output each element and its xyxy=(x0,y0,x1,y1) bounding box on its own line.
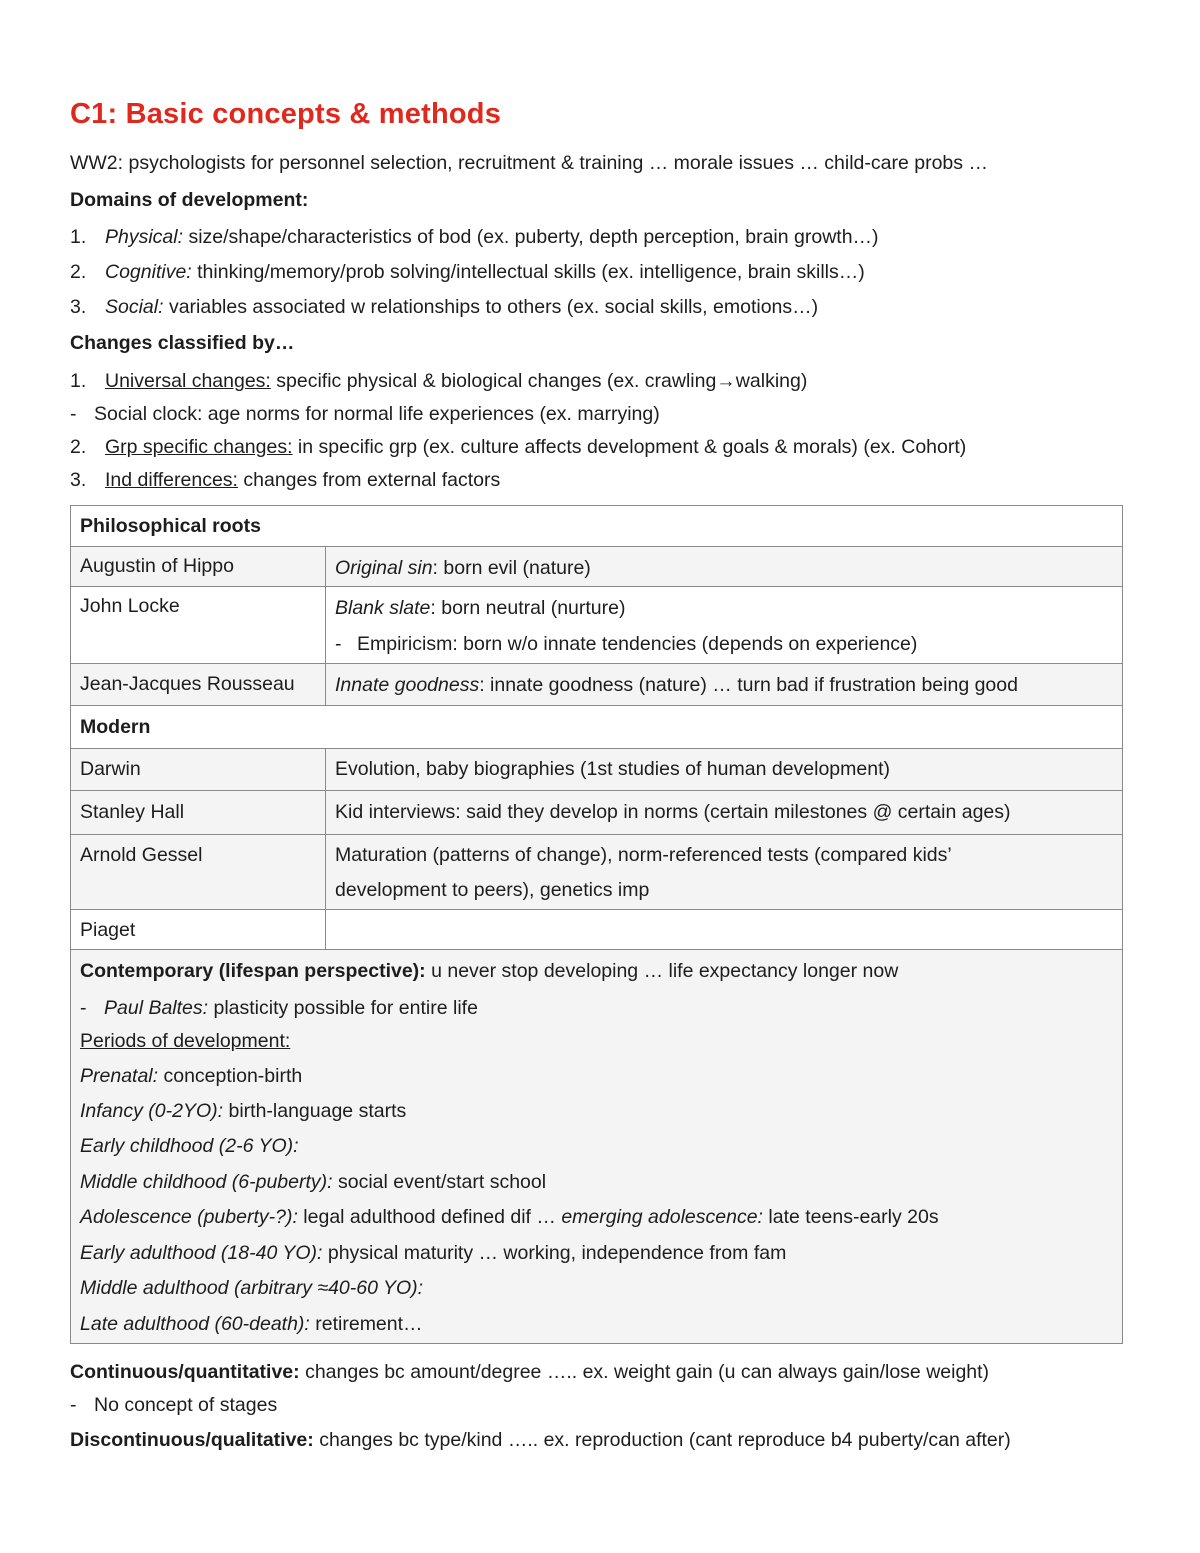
name-hall: Stanley Hall xyxy=(80,801,185,823)
period-term: Adolescence (puberty-?): xyxy=(80,1206,298,1228)
period-adolescence xyxy=(80,1205,939,1229)
period-term: Middle adulthood (arbitrary ≈40-60 YO): xyxy=(80,1277,424,1299)
desc-locke-sub xyxy=(335,632,917,656)
continuous-text: changes bc amount/degree ….. ex. weight gain (u can always gain/lose weight) xyxy=(299,1361,990,1383)
desc-hall: Kid interviews: said they develop in norms (certain milestones @ certain ages) xyxy=(335,801,1011,823)
table-name-cell xyxy=(70,834,326,910)
table-desc-cell xyxy=(325,909,1123,950)
changes-term: Ind differences: xyxy=(105,469,238,491)
list-number: 3. xyxy=(70,469,87,491)
table-desc-cell xyxy=(325,586,1123,664)
baltes-text: plasticity possible for entire life xyxy=(208,997,478,1019)
name-darwin: Darwin xyxy=(80,758,141,780)
name-rousseau: Jean-Jacques Rousseau xyxy=(80,673,295,695)
domain-item-social xyxy=(70,295,818,319)
table-desc-cell xyxy=(325,546,1123,587)
desc-rousseau xyxy=(335,673,1018,697)
table-desc-cell xyxy=(325,663,1123,706)
desc-term: Innate goodness xyxy=(335,674,480,696)
period-early-adulthood xyxy=(80,1241,786,1265)
changes-text: in specific grp (ex. culture affects development & goals & morals) (ex. Cohort) xyxy=(292,436,967,458)
period-text-secondary: late teens-early 20s xyxy=(762,1206,939,1228)
period-text: physical maturity … working, independence from fam xyxy=(322,1242,787,1264)
list-number: 2. xyxy=(70,261,87,283)
domains-heading: Domains of development: xyxy=(70,189,309,211)
table-name-cell xyxy=(70,546,326,587)
table-desc-cell xyxy=(325,790,1123,835)
continuous-subtext: No concept of stages xyxy=(94,1394,278,1416)
table-section-header xyxy=(70,705,1123,749)
periods-heading: Periods of development: xyxy=(80,1030,291,1052)
period-text: retirement… xyxy=(309,1313,423,1335)
domain-text: size/shape/characteristics of bod (ex. puberty, depth perception, brain growth…) xyxy=(183,226,879,248)
table-desc-cell xyxy=(325,748,1123,791)
desc-gessel-line2: development to peers), genetics imp xyxy=(335,879,650,901)
desc-text: : innate goodness (nature) … turn bad if frustration being good xyxy=(479,674,1018,696)
desc-text: : born evil (nature) xyxy=(432,557,591,579)
desc-term: Blank slate xyxy=(335,597,431,619)
domain-term: Cognitive: xyxy=(105,261,192,283)
table-name-cell xyxy=(70,909,326,950)
domain-term: Social: xyxy=(105,296,164,318)
page-title: C1: Basic concepts & methods xyxy=(70,98,502,130)
changes-heading: Changes classified by… xyxy=(70,332,295,354)
period-term: Middle childhood (6-puberty): xyxy=(80,1171,333,1193)
domain-item-physical xyxy=(70,225,879,249)
period-term: Late adulthood (60-death): xyxy=(80,1313,310,1335)
table-name-cell xyxy=(70,586,326,664)
domain-item-cognitive xyxy=(70,260,865,284)
baltes-line xyxy=(80,996,478,1020)
period-text: legal adulthood defined dif … xyxy=(297,1206,562,1228)
period-text: social event/start school xyxy=(332,1171,547,1193)
discontinuous-line xyxy=(70,1428,1011,1452)
list-number: 3. xyxy=(70,296,87,318)
period-term: Early childhood (2-6 YO): xyxy=(80,1135,299,1157)
list-number: 1. xyxy=(70,226,87,248)
bullet-dash: - xyxy=(80,997,87,1019)
contemporary-block xyxy=(70,949,1123,1344)
table-section-header xyxy=(70,505,1123,547)
changes-item-individual xyxy=(70,468,500,492)
desc-augustin xyxy=(335,556,591,580)
contemporary-text: u never stop developing … life expectancy longer now xyxy=(425,960,899,982)
period-infancy xyxy=(80,1099,406,1123)
period-term: Early adulthood (18-40 YO): xyxy=(80,1242,323,1264)
domain-text: thinking/memory/prob solving/intellectual skills (ex. intelligence, brain skills…) xyxy=(191,261,865,283)
period-middle-childhood xyxy=(80,1170,546,1194)
desc-text: : born neutral (nurture) xyxy=(430,597,626,619)
changes-subtext: Social clock: age norms for normal life experiences (ex. marrying) xyxy=(94,403,660,425)
list-number: 2. xyxy=(70,436,87,458)
period-term: Infancy (0-2YO): xyxy=(80,1100,224,1122)
changes-term: Universal changes: xyxy=(105,370,271,392)
discontinuous-term: Discontinuous/qualitative: xyxy=(70,1429,314,1451)
table-name-cell xyxy=(70,748,326,791)
contemporary-heading: Contemporary (lifespan perspective): xyxy=(80,960,426,982)
name-augustin: Augustin of Hippo xyxy=(80,555,234,577)
period-middle-adulthood xyxy=(80,1276,423,1300)
baltes-term: Paul Baltes: xyxy=(104,997,209,1019)
bullet-dash: - xyxy=(335,633,342,655)
continuous-term: Continuous/quantitative: xyxy=(70,1361,300,1383)
period-early-childhood xyxy=(80,1134,299,1158)
intro-line: WW2: psychologists for personnel selection, recruitment & training … morale issues … child-care probs … xyxy=(70,152,988,174)
table-name-cell xyxy=(70,663,326,706)
period-term: Prenatal: xyxy=(80,1065,159,1087)
changes-item-universal xyxy=(70,369,807,393)
changes-subitem-social-clock xyxy=(70,402,660,426)
changes-term: Grp specific changes: xyxy=(105,436,293,458)
bullet-dash: - xyxy=(70,1394,77,1416)
domain-text: variables associated w relationships to others (ex. social skills, emotions…) xyxy=(163,296,819,318)
period-late-adulthood xyxy=(80,1312,423,1336)
period-text: birth-language starts xyxy=(223,1100,407,1122)
desc-locke xyxy=(335,596,626,620)
modern-heading: Modern xyxy=(80,716,151,738)
continuous-subitem xyxy=(70,1393,277,1417)
changes-item-group xyxy=(70,435,966,459)
period-prenatal xyxy=(80,1064,302,1088)
period-term-secondary: emerging adolescence: xyxy=(561,1206,763,1228)
domain-term: Physical: xyxy=(105,226,184,248)
name-piaget: Piaget xyxy=(80,919,136,941)
name-gessel: Arnold Gessel xyxy=(80,844,203,866)
bullet-dash: - xyxy=(70,403,77,425)
table-desc-cell xyxy=(325,834,1123,910)
name-locke: John Locke xyxy=(80,595,180,617)
contemporary-heading-line xyxy=(80,959,898,983)
desc-subtext: Empiricism: born w/o innate tendencies (depends on experience) xyxy=(357,633,918,655)
discontinuous-text: changes bc type/kind ….. ex. reproduction (cant reproduce b4 puberty/can after) xyxy=(313,1429,1011,1451)
list-number: 1. xyxy=(70,370,87,392)
changes-text: changes from external factors xyxy=(237,469,501,491)
table-name-cell xyxy=(70,790,326,835)
period-text: conception-birth xyxy=(158,1065,303,1087)
desc-darwin: Evolution, baby biographies (1st studies of human development) xyxy=(335,758,890,780)
philosophical-heading: Philosophical roots xyxy=(80,515,261,537)
continuous-line xyxy=(70,1360,989,1384)
desc-gessel-line1: Maturation (patterns of change), norm-referenced tests (compared kids’ xyxy=(335,844,952,866)
changes-text: specific physical & biological changes (ex. crawling→walking) xyxy=(270,370,808,392)
desc-term: Original sin xyxy=(335,557,433,579)
